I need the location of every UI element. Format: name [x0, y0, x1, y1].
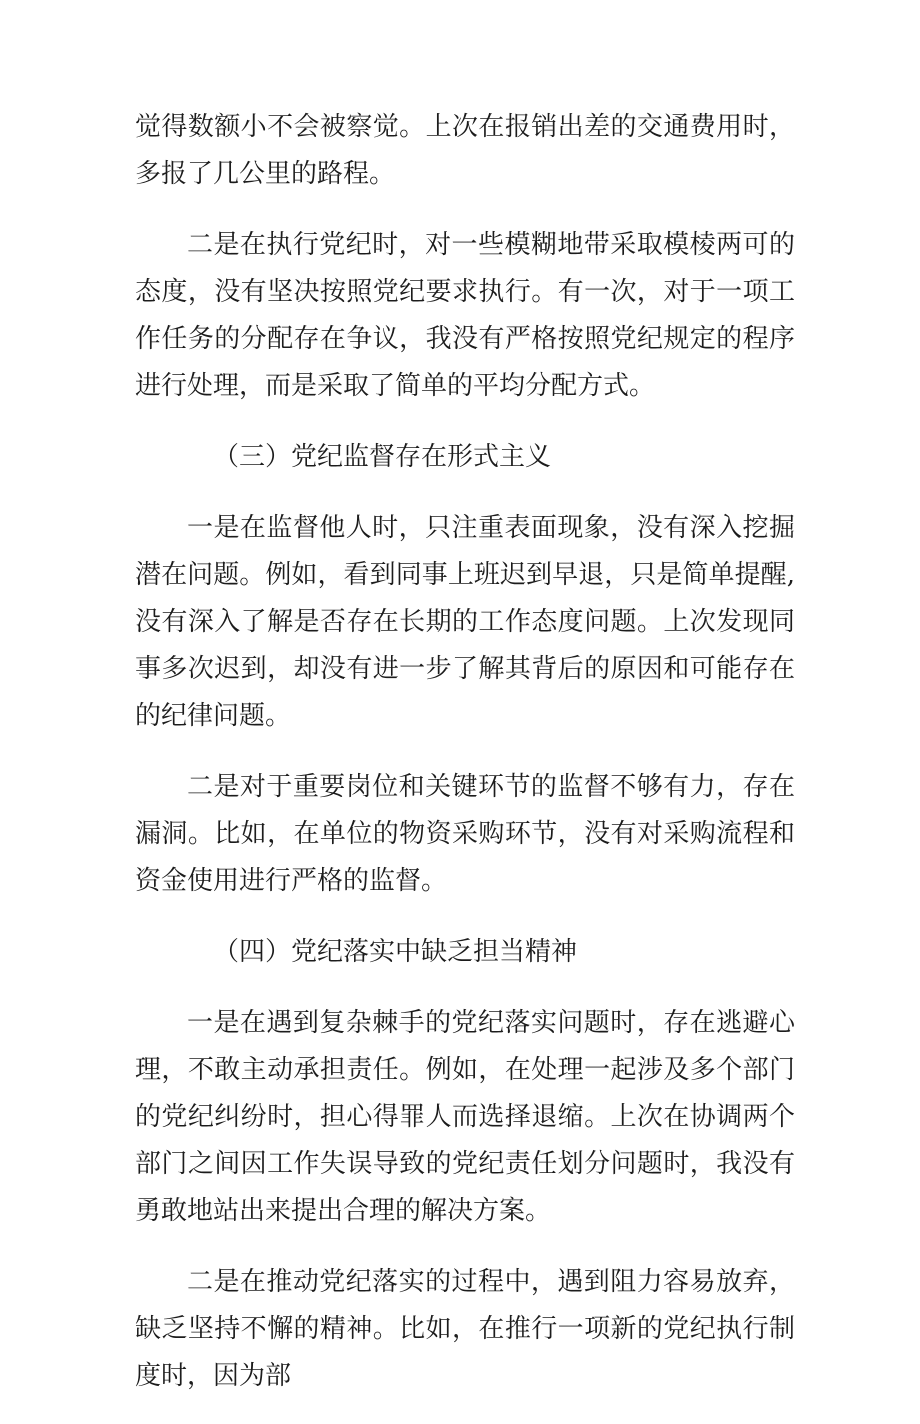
paragraph-body: 一是在监督他人时，只注重表面现象，没有深入挖掘潜在问题。例如，看到同事上班迟到早退，只是简单提醒,没有深入了解是否存在长期的工作态度问题。上次发现同事多次迟到，却没有进一步了解其背后的原因和可能存在的纪律问题。 — [135, 513, 795, 731]
section-heading: （四）党纪落实中缺乏担当精神 — [213, 937, 578, 967]
section-heading: （三）党纪监督存在形式主义 — [213, 442, 552, 472]
document-body — [135, 104, 795, 1424]
paragraph-continuation: 觉得数额小不会被察觉。上次在报销出差的交通费用时，多报了几公里的路程。 — [135, 112, 795, 189]
paragraph-body: 二是在推动党纪落实的过程中，遇到阻力容易放弃，缺乏坚持不懈的精神。比如，在推行一项新的党纪执行制度时，因为部 — [135, 1267, 795, 1391]
paragraph-body: 一是在遇到复杂棘手的党纪落实问题时，存在逃避心理，不敢主动承担责任。例如，在处理一起涉及多个部门的党纪纠纷时，担心得罪人而选择退缩。上次在协调两个部门之间因工作失误导致的党纪责任划分问题时，我没有勇敢地站出来提出合理的解决方案。 — [135, 1008, 795, 1226]
paragraph-body: 二是对于重要岗位和关键环节的监督不够有力，存在漏洞。比如，在单位的物资采购环节，没有对采购流程和资金使用进行严格的监督。 — [135, 772, 795, 896]
paragraph-body: 二是在执行党纪时，对一些模糊地带采取模棱两可的态度，没有坚决按照党纪要求执行。有一次，对于一项工作任务的分配存在争议，我没有严格按照党纪规定的程序进行处理，而是采取了简单的平均分配方式。 — [135, 230, 795, 401]
